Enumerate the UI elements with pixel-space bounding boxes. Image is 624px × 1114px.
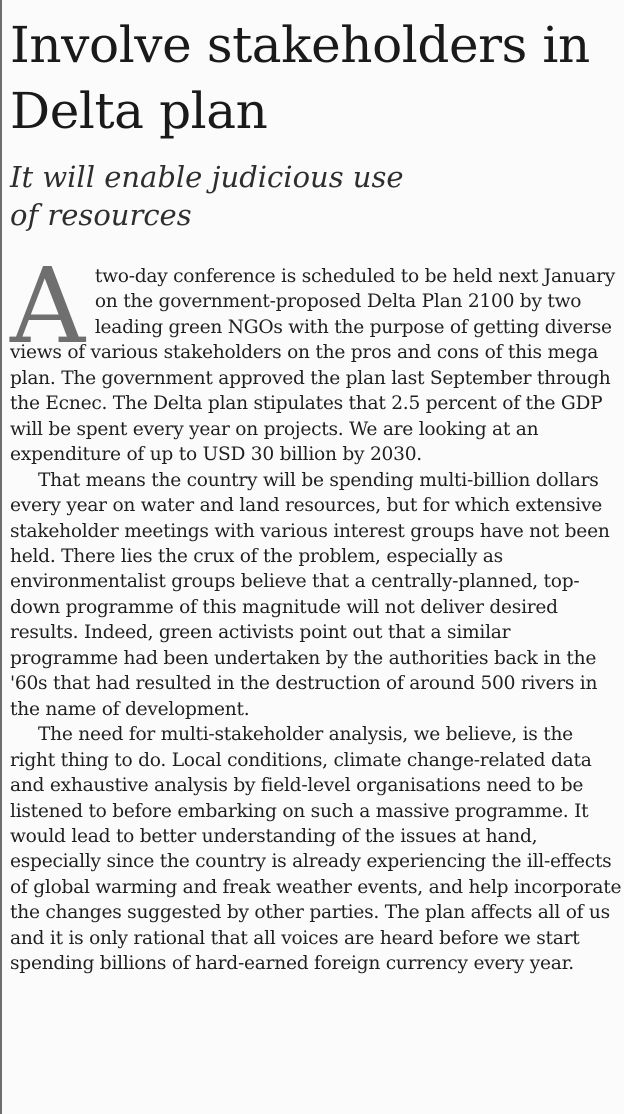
article-paragraph-2: That means the country will be spending multi-billion dollars every year on water and land resources, but for which extensive stakeholder meetings with various interest groups have not been held. There lies the crux of the problem, especially as environmentalist groups believe that a centrally-planned, top-down programme of this magnitude will not deliver desired results. Indeed, green activists point out that a similar programme had been undertaken by the authorities back in the '60s that had resulted in the destruction of around 500 rivers in the name of development.	[10, 469, 610, 720]
paragraph-1-text: two-day conference is scheduled to be held next January on the government-proposed Delta Plan 2100 by two leading green NGOs with the purpose of getting diverse views of various stakeholders on the pros and cons of this mega plan. The government approved the plan last September through the Ecnec. The Delta plan stipulates that 2.5 percent of the GDP will be spent every year on projects. We are looking at an expenditure of up to USD 30 billion by 2030.	[10, 266, 615, 466]
subheadline: It will enable judicious use of resources	[10, 160, 404, 232]
article-paragraph-1	[10, 245, 622, 468]
article-body	[10, 245, 622, 977]
drop-cap: A	[10, 245, 85, 367]
article-paragraph-3: The need for multi-stakeholder analysis, we believe, is the right thing to do. Local conditions, climate change-related data and exhaustive analysis by field-level organisations need to be listened to before embarking on such a massive programme. It would lead to better understanding of the issues at hand, especially since the country is already experiencing the ill-effects of global warming and freak weather events, and help incorporate the changes suggested by other parties. The plan affects all of us and it is only rational that all voices are heard before we start spending billions of hard-earned foreign currency every year.	[10, 724, 622, 975]
headline: Involve stakeholders in Delta plan	[10, 16, 590, 140]
